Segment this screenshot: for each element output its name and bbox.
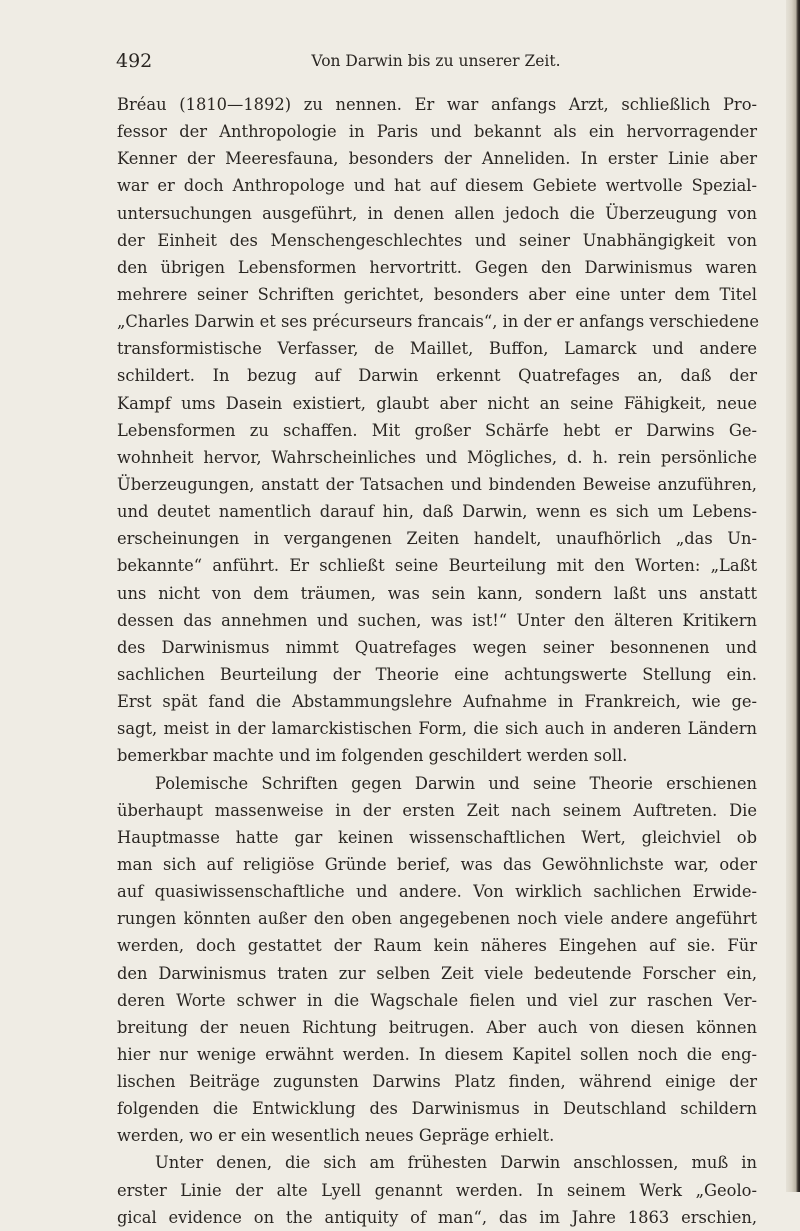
text-line: Überzeugungen, anstatt der Tatsachen und bindenden Beweise anzuführen, xyxy=(117,474,757,494)
text-line: und deutet namentlich darauf hin, daß Darwin, wenn es sich um Lebens- xyxy=(117,502,757,522)
text-line: Kampf ums Dasein existiert, glaubt aber nicht an seine Fähigkeit, neue xyxy=(117,393,757,413)
text-line: bekannte“ anführt. Er schließt seine Beurteilung mit den Worten: „Laßt xyxy=(117,556,757,576)
text-line: „Charles Darwin et ses précurseurs francais“, in der er anfangs verschiedene xyxy=(117,312,759,332)
text-line: hier nur wenige erwähnt werden. In diesem Kapitel sollen noch die eng- xyxy=(117,1044,757,1064)
running-title: Von Darwin bis zu unserer Zeit. xyxy=(311,52,561,70)
text-line: den Darwinismus traten zur selben Zeit viele bedeutende Forscher ein, xyxy=(117,963,757,983)
text-line: des Darwinismus nimmt Quatrefages wegen seiner besonnenen und xyxy=(117,637,757,657)
text-line: untersuchungen ausgeführt, in denen allen jedoch die Überzeugung von xyxy=(117,203,757,223)
text-line: fessor der Anthropologie in Paris und bekannt als ein hervorragender xyxy=(117,122,757,142)
text-line: man sich auf religiöse Gründe berief, was das Gewöhnlichste war, oder xyxy=(117,854,757,874)
text-line: werden, doch gestattet der Raum kein näheres Eingehen auf sie. Für xyxy=(117,936,757,956)
text-line: bemerkbar machte und im folgenden geschildert werden soll. xyxy=(117,746,628,766)
text-line: auf quasiwissenschaftliche und andere. Von wirklich sachlichen Erwide- xyxy=(117,882,757,902)
text-line: der Einheit des Menschengeschlechtes und seiner Unabhängigkeit von xyxy=(117,230,757,250)
text-line: war er doch Anthropologe und hat auf diesem Gebiete wertvolle Spezial- xyxy=(117,176,757,196)
text-line: den übrigen Lebensformen hervortritt. Gegen den Darwinismus waren xyxy=(117,257,757,277)
text-line: wohnheit hervor, Wahrscheinliches und Mögliches, d. h. rein persönliche xyxy=(117,447,757,467)
text-line: uns nicht von dem träumen, was sein kann, sondern laßt uns anstatt xyxy=(117,583,757,603)
text-line: dessen das annehmen und suchen, was ist!“ Unter den älteren Kritikern xyxy=(117,610,757,630)
text-line: überhaupt massenweise in der ersten Zeit nach seinem Auftreten. Die xyxy=(117,800,757,820)
text-line: deren Worte schwer in die Wagschale fielen und viel zur raschen Ver- xyxy=(117,990,757,1010)
page-edge-shadow xyxy=(786,0,800,1192)
text-line: Unter denen, die sich am frühesten Darwin anschlossen, muß in xyxy=(155,1153,757,1173)
text-line: Hauptmasse hatte gar keinen wissenschaftlichen Wert, gleichviel ob xyxy=(117,827,757,847)
page-header xyxy=(116,50,756,78)
text-line: transformistische Verfasser, de Maillet, Buffon, Lamarck und andere xyxy=(117,339,757,359)
text-line: Polemische Schriften gegen Darwin und seine Theorie erschienen xyxy=(155,773,757,793)
text-line: rungen könnten außer den oben angegebenen noch viele andere angeführt xyxy=(117,909,757,929)
text-line: werden, wo er ein wesentlich neues Gepräge erhielt. xyxy=(117,1126,555,1146)
page-number: 492 xyxy=(116,50,153,72)
text-line: mehrere seiner Schriften gerichtet, besonders aber eine unter dem Titel xyxy=(117,284,757,304)
text-line: folgenden die Entwicklung des Darwinismus in Deutschland schildern xyxy=(117,1099,757,1119)
text-line: sagt, meist in der lamarckistischen Form, die sich auch in anderen Ländern xyxy=(117,719,757,739)
text-line: Bréau (1810—1892) zu nennen. Er war anfangs Arzt, schließlich Pro- xyxy=(117,95,757,114)
text-line: sachlichen Beurteilung der Theorie eine achtungswerte Stellung ein. xyxy=(117,664,757,684)
text-line: gical evidence on the antiquity of man“, das im Jahre 1863 erschien, xyxy=(117,1207,757,1227)
body-text xyxy=(117,91,757,1231)
text-line: erster Linie der alte Lyell genannt werden. In seinem Werk „Geolo- xyxy=(117,1180,757,1200)
text-line: erscheinungen in vergangenen Zeiten handelt, unaufhörlich „das Un- xyxy=(117,529,757,549)
text-line: breitung der neuen Richtung beitrugen. Aber auch von diesen können xyxy=(117,1017,757,1037)
text-line: lischen Beiträge zugunsten Darwins Platz finden, während einige der xyxy=(117,1072,757,1092)
text-line: Lebensformen zu schaffen. Mit großer Schärfe hebt er Darwins Ge- xyxy=(117,420,757,440)
text-line: Erst spät fand die Abstammungslehre Aufnahme in Frankreich, wie ge- xyxy=(117,692,757,712)
text-line: schildert. In bezug auf Darwin erkennt Quatrefages an, daß der xyxy=(117,366,757,386)
text-line: Kenner der Meeresfauna, besonders der Anneliden. In erster Linie aber xyxy=(117,149,757,169)
